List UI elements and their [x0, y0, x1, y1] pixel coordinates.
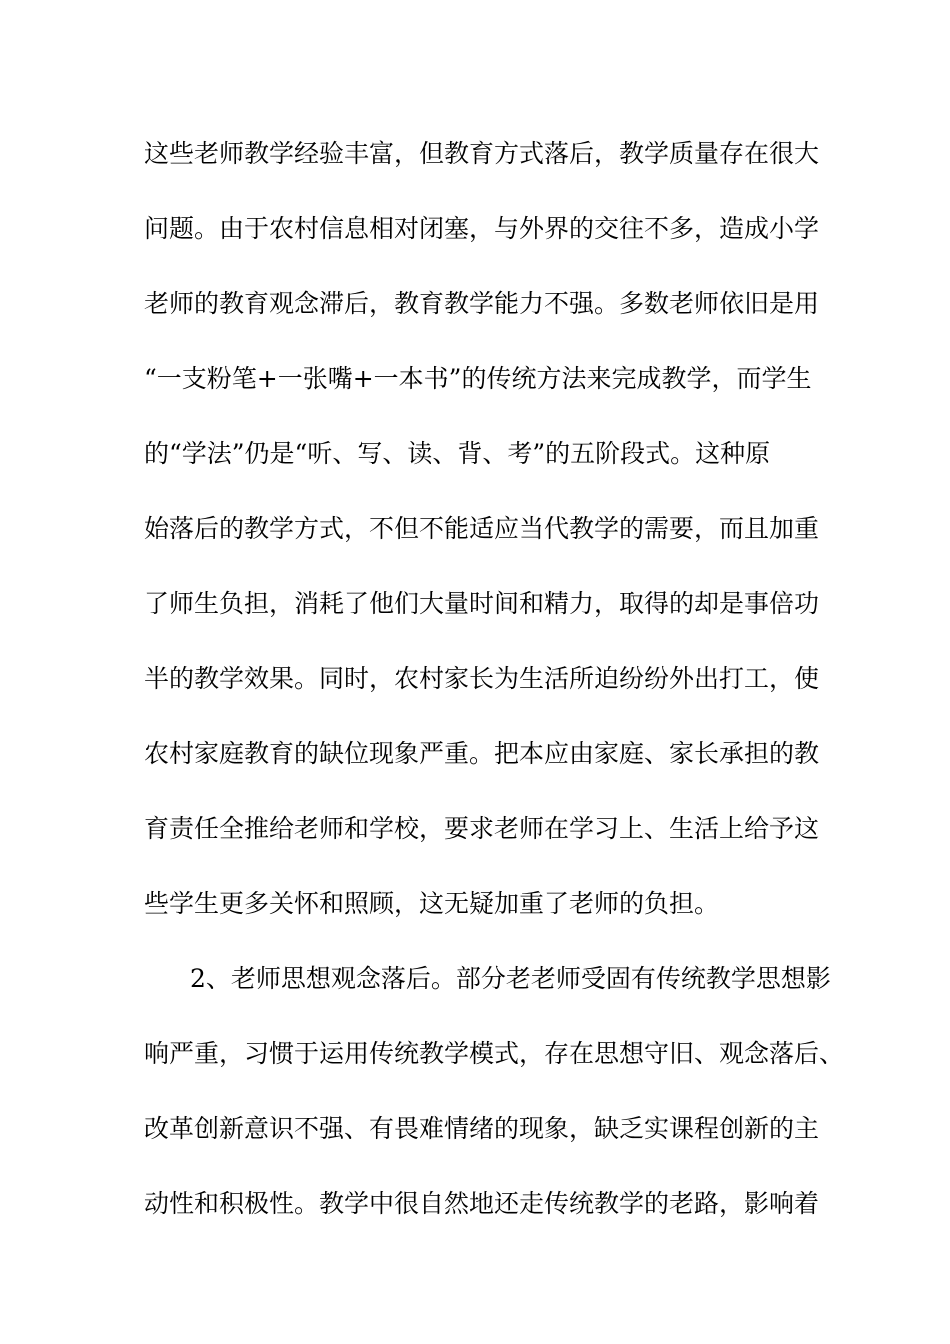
text-line: 了师生负担，消耗了他们大量时间和精力，取得的却是事倍功 — [144, 589, 820, 618]
text-line: 这些老师教学经验丰富，但教育方式落后，教学质量存在很大 — [144, 139, 820, 168]
paragraph-start-line: 2、老师思想观念落后。部分老老师受固有传统教学思想影 — [190, 964, 831, 993]
text-line: 改革创新意识不强、有畏难情绪的现象，缺乏实课程创新的主 — [144, 1114, 820, 1143]
text-line: 的“学法”仍是“听、写、读、背、考”的五阶段式。这种原 — [144, 439, 771, 468]
text-line: 农村家庭教育的缺位现象严重。把本应由家庭、家长承担的教 — [144, 739, 820, 768]
text-line: 半的教学效果。同时，农村家长为生活所迫纷纷外出打工，使 — [144, 664, 820, 693]
text-line: 始落后的教学方式，不但不能适应当代教学的需要，而且加重 — [144, 514, 820, 543]
text-line: “一支粉笔+一张嘴+一本书”的传统方法来完成教学，而学生 — [144, 364, 812, 393]
text-line: 育责任全推给老师和学校，要求老师在学习上、生活上给予这 — [144, 814, 820, 843]
text-line: 响严重，习惯于运用传统教学模式，存在思想守旧、观念落后、 — [144, 1039, 845, 1068]
text-line: 动性和积极性。教学中很自然地还走传统教学的老路，影响着 — [144, 1189, 820, 1218]
text-line: 老师的教育观念滞后，教育教学能力不强。多数老师依旧是用 — [144, 289, 820, 318]
text-line: 问题。由于农村信息相对闭塞，与外界的交往不多，造成小学 — [144, 214, 820, 243]
text-line: 些学生更多关怀和照顾，这无疑加重了老师的负担。 — [144, 889, 720, 918]
